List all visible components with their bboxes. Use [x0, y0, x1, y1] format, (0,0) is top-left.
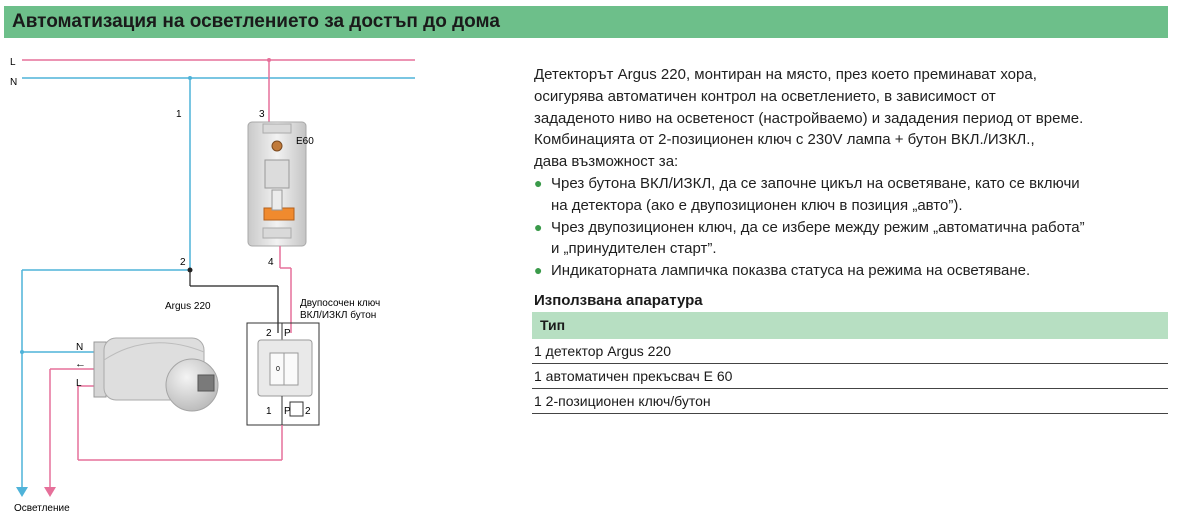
argus-220-detector: [94, 338, 218, 411]
bullet-1: [534, 173, 1170, 217]
switch-terminal-bottom-p: P: [284, 406, 291, 417]
page-title: Автоматизация на осветлението за достъп до дома: [12, 11, 500, 32]
bullet-2-line-2: и „принудителен старт”.: [551, 240, 717, 258]
switch-terminal-top-p: P: [284, 328, 291, 339]
detector-label: Argus 220: [165, 301, 211, 312]
lamp-output-arrow: [44, 487, 56, 497]
detector-n-junction: [20, 350, 24, 354]
equipment-table: [532, 312, 1168, 414]
wiring-diagram: [0, 40, 520, 519]
breaker-label: E60: [296, 136, 314, 147]
equipment-row: 1 детектор Argus 220: [532, 339, 1168, 364]
phase-junction: [267, 58, 271, 62]
description-line-4: Комбинацията от 2-позиционен ключ с 230V лампа + бутон ВКЛ./ИЗКЛ.,: [534, 131, 1035, 149]
detector-terminal-l: L: [76, 378, 82, 389]
equipment-row: 1 автоматичен прекъсвач E 60: [532, 364, 1168, 389]
bullet-3-line-1: Индикаторната лампичка показва статуса на режима на осветяване.: [551, 262, 1031, 280]
bullet-1-line-1: Чрез бутона ВКЛ/ИЗКЛ, да се започне цикъл на осветяване, като се включи: [551, 174, 1080, 192]
bullet-icon: ●: [534, 262, 543, 279]
bullet-1-line-2: на детектора (ако е двупозиционен ключ в позиция „авто”).: [551, 196, 963, 214]
neutral-line-label: N: [10, 77, 18, 88]
switch-label-line-1: Двупосочен ключ: [300, 298, 381, 309]
equipment-table-header: Тип: [532, 312, 1168, 339]
detector-terminal-n: N: [76, 342, 84, 353]
lighting-output-label: Осветление: [14, 503, 70, 514]
description-line-1: Детекторът Argus 220, монтиран на място, през което преминават хора,: [534, 66, 1037, 83]
bullet-2: [534, 217, 1170, 261]
neutral-output-arrow: [16, 487, 28, 497]
bullet-icon: ●: [534, 174, 543, 191]
equipment-row: 1 2-позиционен ключ/бутон: [532, 389, 1168, 414]
terminal-3-label: 3: [259, 109, 265, 120]
terminal-2-label: 2: [180, 257, 186, 268]
description: [534, 64, 1170, 282]
switch-terminal-top-2: 2: [266, 328, 272, 339]
equipment-title: Използвана апаратура: [534, 292, 703, 309]
switch-terminal-bottom-1: 1: [266, 406, 272, 417]
title-bar: [4, 6, 1168, 38]
switch-label-line-2: ВКЛ/ИЗКЛ бутон: [300, 310, 377, 321]
terminal-1-label: 1: [176, 109, 182, 120]
bullet-3: [534, 260, 1170, 282]
detector-terminal-arrow: ←: [75, 358, 86, 370]
bullet-icon: ●: [534, 218, 543, 235]
description-line-5: дава възможност за:: [534, 153, 679, 171]
neutral-junction: [188, 76, 192, 80]
description-line-2: осигурява автоматичен контрол на осветлението, в зависимост от: [534, 87, 996, 105]
phase-line-label: L: [10, 57, 16, 68]
description-line-3: зададеното ниво на осветеност (настройваемо) и зададения период от време.: [534, 109, 1084, 127]
bullet-2-line-1: Чрез двупозиционен ключ, да се избере между режим „автоматична работа”: [551, 218, 1085, 236]
control-wire-junction: [188, 268, 193, 273]
switch-zero-mark: 0: [276, 366, 280, 373]
terminal-4-label: 4: [268, 257, 274, 268]
switch-terminal-bottom-2: 2: [305, 406, 311, 417]
